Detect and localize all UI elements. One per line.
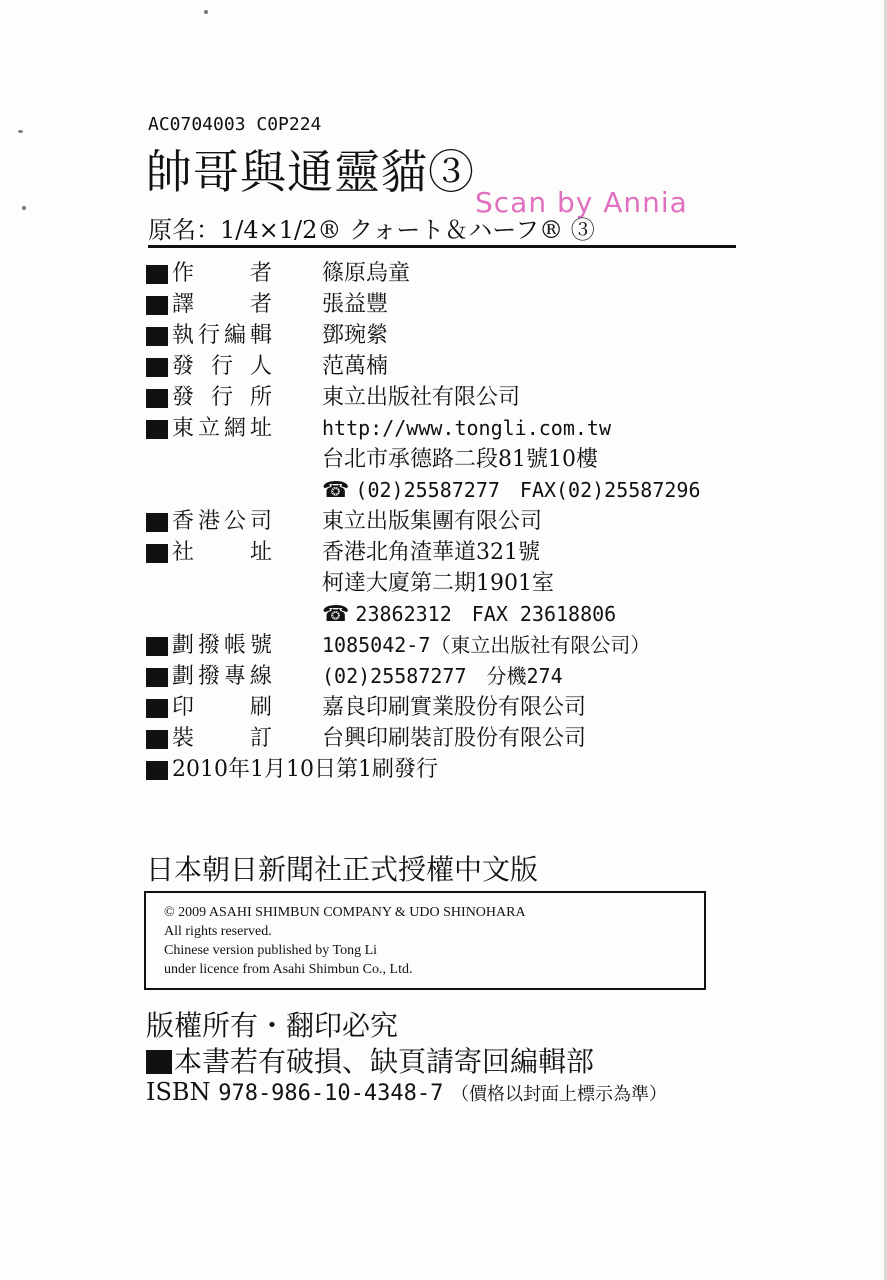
info-label: 發 行 所 xyxy=(172,385,272,410)
copyright-line: All rights reserved. xyxy=(164,924,272,939)
info-row xyxy=(146,258,766,289)
info-value: 張益豐 xyxy=(322,292,389,317)
copyright-line: © 2009 ASAHI SHIMBUN COMPANY & UDO SHINOHARA xyxy=(164,905,526,920)
square-bullet-icon xyxy=(146,1050,172,1074)
copyright-line: under licence from Asahi Shimbun Co., Ltd. xyxy=(164,962,413,977)
square-bullet-icon xyxy=(146,544,168,563)
phone-icon: ☎ xyxy=(322,602,350,627)
info-value xyxy=(322,599,616,630)
square-bullet-icon xyxy=(146,296,168,315)
square-bullet-icon xyxy=(146,761,168,780)
info-row xyxy=(146,506,766,537)
edition-notice: 日本朝日新聞社正式授權中文版 xyxy=(146,853,539,886)
square-bullet-icon xyxy=(146,668,168,687)
square-bullet-icon xyxy=(146,420,168,439)
print-date-row xyxy=(146,754,766,785)
square-bullet-icon xyxy=(146,699,168,718)
scan-watermark: Scan by Annia xyxy=(475,186,688,219)
print-date: 2010年1月10日第1刷發行 xyxy=(172,757,438,782)
original-title: 原名：1/4×1/2® クォート＆ハーフ® ③ xyxy=(148,216,595,244)
dust-speck xyxy=(18,130,23,133)
info-value xyxy=(322,475,701,506)
info-value: 范萬楠 xyxy=(322,354,389,379)
dust-speck xyxy=(22,206,26,210)
info-row xyxy=(146,630,766,661)
copyright-line: Chinese version published by Tong Li xyxy=(164,943,378,958)
info-label: 劃 撥 專 線 xyxy=(172,664,272,689)
title-rule xyxy=(148,245,736,248)
rights-notice: 版權所有・翻印必究 xyxy=(146,1009,399,1042)
square-bullet-icon xyxy=(146,730,168,749)
info-value: 東立出版集團有限公司 xyxy=(322,509,543,534)
info-row xyxy=(146,444,766,475)
info-label: 社 址 xyxy=(172,540,272,565)
book-title: 帥哥與通靈貓③ xyxy=(146,145,475,199)
info-value: 香港北角渣華道321號 xyxy=(322,540,540,565)
info-value: 1085042-7（東立出版社有限公司） xyxy=(322,633,651,657)
info-row xyxy=(146,351,766,382)
info-row xyxy=(146,475,766,506)
info-row xyxy=(146,413,766,444)
dust-speck xyxy=(204,10,208,14)
info-row xyxy=(146,661,766,692)
square-bullet-icon xyxy=(146,265,168,284)
info-value: http://www.tongli.com.tw xyxy=(322,416,611,440)
square-bullet-icon xyxy=(146,389,168,408)
info-label: 裝 訂 xyxy=(172,726,272,751)
info-label: 香 港 公 司 xyxy=(172,509,272,534)
info-row xyxy=(146,537,766,568)
info-value: 東立出版社有限公司 xyxy=(322,385,521,410)
isbn-label: ISBN xyxy=(146,1078,211,1106)
info-row xyxy=(146,289,766,320)
square-bullet-icon xyxy=(146,358,168,377)
info-row xyxy=(146,568,766,599)
square-bullet-icon xyxy=(146,513,168,532)
info-label: 印 刷 xyxy=(172,695,272,720)
damage-notice xyxy=(146,1040,594,1080)
info-label: 譯 者 xyxy=(172,292,272,317)
phone-number: 23862312 FAX 23618806 xyxy=(355,602,617,626)
damage-notice-text: 本書若有破損、缺頁請寄回編輯部 xyxy=(174,1045,595,1078)
info-value: 台興印刷裝訂股份有限公司 xyxy=(322,726,587,751)
info-label: 發 行 人 xyxy=(172,354,272,379)
info-value: 鄧琬縈 xyxy=(322,323,389,348)
info-value: 篠原烏童 xyxy=(322,261,411,286)
info-value: 台北市承德路二段81號10樓 xyxy=(322,447,598,472)
isbn-note: （價格以封面上標示為準） xyxy=(451,1084,668,1105)
publication-info xyxy=(146,258,766,785)
phone-icon: ☎ xyxy=(322,478,350,503)
info-label: 執 行 編 輯 xyxy=(172,323,272,348)
info-value: 嘉良印刷實業股份有限公司 xyxy=(322,695,587,720)
catalog-code: AC0704003 C0P224 xyxy=(148,114,322,135)
isbn-number: 978-986-10-4348-7 xyxy=(218,1081,444,1106)
info-label: 東 立 網 址 xyxy=(172,416,272,441)
info-label: 作 者 xyxy=(172,261,272,286)
phone-number: (02)25587277 FAX(02)25587296 xyxy=(355,478,701,502)
copyright-box xyxy=(144,891,706,990)
info-row xyxy=(146,599,766,630)
info-row xyxy=(146,692,766,723)
info-row xyxy=(146,723,766,754)
info-value: 柯達大廈第二期1901室 xyxy=(322,571,554,596)
isbn-line xyxy=(146,1078,667,1106)
square-bullet-icon xyxy=(146,327,168,346)
info-label: 劃 撥 帳 號 xyxy=(172,633,272,658)
square-bullet-icon xyxy=(146,637,168,656)
info-row xyxy=(146,320,766,351)
info-row xyxy=(146,382,766,413)
info-value: (02)25587277 分機274 xyxy=(322,664,563,688)
